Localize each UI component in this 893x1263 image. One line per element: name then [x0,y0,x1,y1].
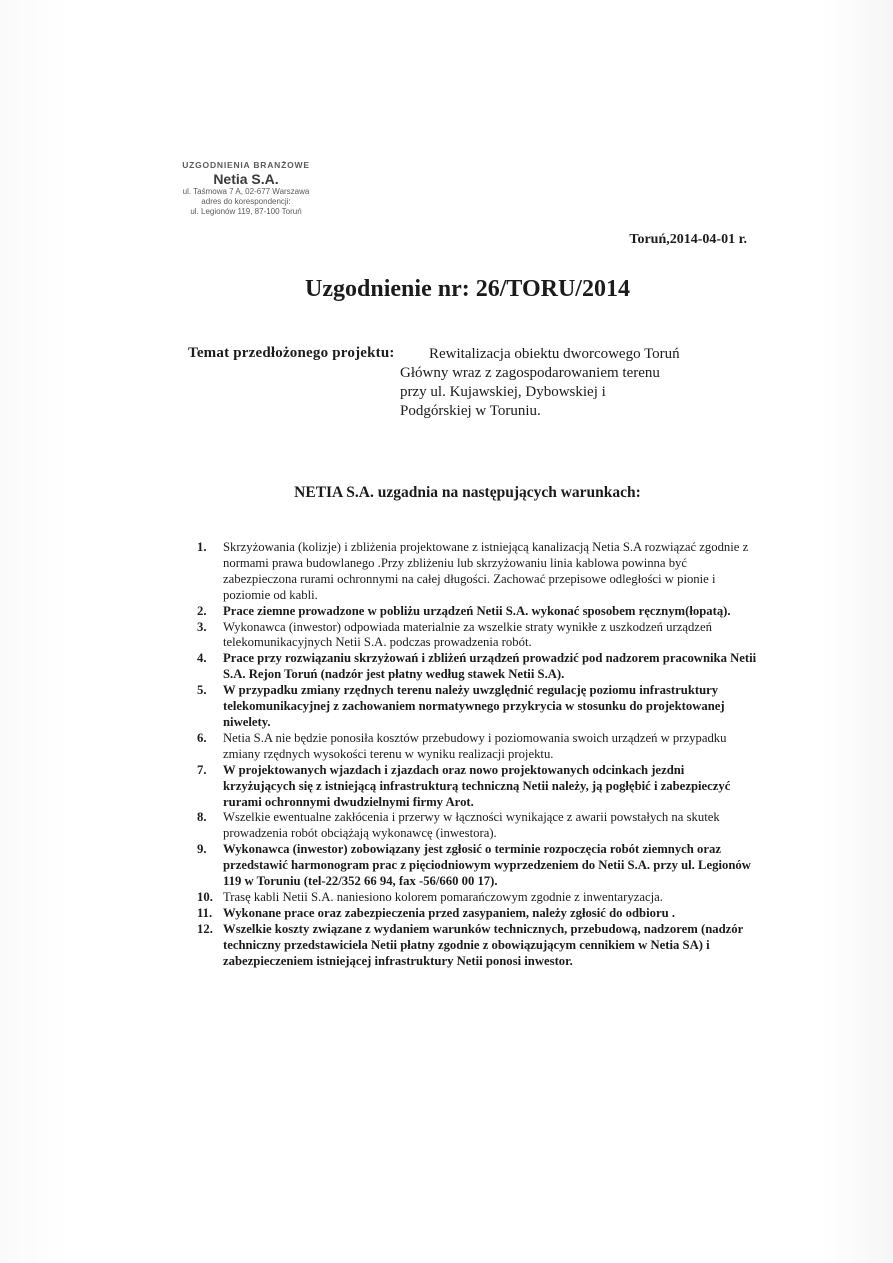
condition-item: 2. Prace ziemne prowadzone w pobliżu urządzeń Netii S.A. wykonać sposobem ręcznym(łopatą). [197,603,731,618]
condition-text: Netia S.A nie będzie ponosiła kosztów przebudowy i poziomowania swoich urządzeń w przypadku zmiany rzędnych wysokości terenu w wyniku realizacji projektu. [223,730,727,761]
conditions-list [197,540,757,969]
condition-text: Wykonawca (inwestor) zobowiązany jest zgłosić o terminie rozpoczęcia robót ziemnych oraz przedstawić harmonogram prac z pięciodniowym wyprzedzeniem do Netii S.A. przy ul. Legionów 119 w Toruniu (tel-22/352 66 94, fax -56/660 00 17). [223,842,751,889]
topic-value [400,345,749,421]
topic-line: Główny wraz z zagospodarowaniem terenu [400,365,660,381]
condition-text: Wszelkie ewentualne zakłócenia i przerwy w łączności wynikające z awarii powstałych na skutek prowadzenia robót obciążają wykonawcę (inwestora). [223,810,720,841]
stamp-address-line: ul. Legionów 119, 87-100 Toruń [190,207,302,216]
company-stamp [148,160,344,217]
condition-item: 6. Netia S.A nie będzie ponosiła kosztów przebudowy i poziomowania swoich urządzeń w przypadku zmiany rzędnych wysokości terenu w wyniku realizacji projektu. [197,730,727,761]
condition-item: 7. W projektowanych wjazdach i zjazdach oraz nowo projektowanych odcinkach jezdni krzyżujących się z istniejącą infrastrukturą techniczną Netii należy, ją pogłębić i zabezpieczyć rurami ochronnymi dwudzielnymi firmy Arot. [197,762,731,809]
condition-text: Wykonawca (inwestor) odpowiada materialnie za wszelkie straty wynikłe z uszkodzeń urządzeń telekomunikacyjnych Netii S.A. podczas prowadzenia robót. [223,619,712,650]
conditions-heading: NETIA S.A. uzgadnia na następujących warunkach: [294,484,641,501]
condition-text: Wykonane prace oraz zabezpieczenia przed zasypaniem, należy zgłosić do odbioru . [223,905,676,920]
stamp-address-line: ul. Taśmowa 7 A, 02-677 Warszawa [182,187,310,196]
condition-text: Prace ziemne prowadzone w pobliżu urządzeń Netii S.A. wykonać sposobem ręcznym(łopatą). [223,603,731,618]
condition-text: Wszelkie koszty związane z wydaniem warunków technicznych, przebudową, nadzorem (nadzór techniczny przedstawiciela Netii płatny zgodnie z obowiązującym cennikiem w Netia SA) i zabezpieczeniem istniejącej infrastruktury Netii ponosi inwestor. [223,921,744,968]
condition-item: 5. W przypadku zmiany rzędnych terenu należy uwzględnić regulację poziomu infrastruktury telekomunikacyjnej z zachowaniem normatywnego przykrycia w stosunku do projektowanej niwelety. [197,683,725,729]
condition-item: 11. Wykonane prace oraz zabezpieczenia przed zasypaniem, należy zgłosić do odbioru . [197,905,676,920]
stamp-heading: UZGODNIENIA BRANŻOWE [182,160,310,170]
condition-item: 9. Wykonawca (inwestor) zobowiązany jest zgłosić o terminie rozpoczęcia robót ziemnych oraz przedstawić harmonogram prac z pięciodniowym wyprzedzeniem do Netii S.A. przy ul. Legionów 119 w Toruniu (tel-22/352 66 94, fax -56/660 00 17). [197,842,751,889]
stamp-address-line: adres do korespondencji: [201,197,291,206]
topic-label: Temat przedłożonego projektu: [188,345,395,361]
condition-text: Skrzyżowania (kolizje) i zbliżenia projektowane z istniejącą kanalizacją Netia S.A rozwiązać zgodnie z normami prawa budowlanego .Przy zbliżeniu lub skrzyżowaniu linia kablowa powinna być zabezpieczona rurami ochronnymi na całej długości. Zachować przepisowe odległości w pionie i poziomie od kabli. [223,540,749,602]
condition-item: 12. Wszelkie koszty związane z wydaniem warunków technicznych, przebudową, nadzorem (nadzór techniczny przedstawiciela Netii płatny zgodnie z obowiązującym cennikiem w Netia SA) i zabezpieczeniem istniejącej infrastruktury Netii ponosi inwestor. [197,921,744,968]
condition-text: Trasę kabli Netii S.A. naniesiono kolorem pomarańczowym zgodnie z inwentaryzacja. [223,889,663,904]
condition-item: 10. Trasę kabli Netii S.A. naniesiono kolorem pomarańczowym zgodnie z inwentaryzacja. [197,889,663,904]
document-date: Toruń,2014-04-01 r. [629,232,747,247]
document-title: Uzgodnienie nr: 26/TORU/2014 [305,276,630,302]
topic-line: przy ul. Kujawskiej, Dybowskiej i [400,384,606,400]
condition-item: 4. Prace przy rozwiązaniu skrzyżowań i zbliżeń urządzeń prowadzić pod nadzorem pracownika Netii S.A. Rejon Toruń (nadzór jest płatny według stawek Netii S.A). [197,651,757,682]
condition-item: 8. Wszelkie ewentualne zakłócenia i przerwy w łączności wynikające z awarii powstałych na skutek prowadzenia robót obciążają wykonawcę (inwestora). [197,810,720,841]
condition-item: 3. Wykonawca (inwestor) odpowiada materialnie za wszelkie straty wynikłe z uszkodzeń urządzeń telekomunikacyjnych Netii S.A. podczas prowadzenia robót. [197,619,712,650]
topic-line: Rewitalizacja obiektu dworcowego Toruń [429,346,680,362]
topic-line: Podgórskiej w Toruniu. [400,403,541,419]
stamp-company: Netia S.A. [213,171,279,187]
condition-text: Prace przy rozwiązaniu skrzyżowań i zbliżeń urządzeń prowadzić pod nadzorem pracownika Netii S.A. Rejon Toruń (nadzór jest płatny według stawek Netii S.A). [223,651,757,682]
condition-text: W przypadku zmiany rzędnych terenu należy uwzględnić regulację poziomu infrastruktury telekomunikacyjnej z zachowaniem normatywnego przykrycia w stosunku do projektowanej niwelety. [223,683,725,729]
condition-text: W projektowanych wjazdach i zjazdach oraz nowo projektowanych odcinkach jezdni krzyżujących się z istniejącą infrastrukturą techniczną Netii należy, ją pogłębić i zabezpieczyć rurami ochronnymi dwudzielnymi firmy Arot. [223,762,731,809]
condition-item: 1. Skrzyżowania (kolizje) i zbliżenia projektowane z istniejącą kanalizacją Netia S.A rozwiązać zgodnie z normami prawa budowlanego .Przy zbliżeniu lub skrzyżowaniu linia kablowa powinna być zabezpieczona rurami ochronnymi na całej długości. Zachować przepisowe odległości w pionie i poziomie od kabli. [197,540,749,602]
